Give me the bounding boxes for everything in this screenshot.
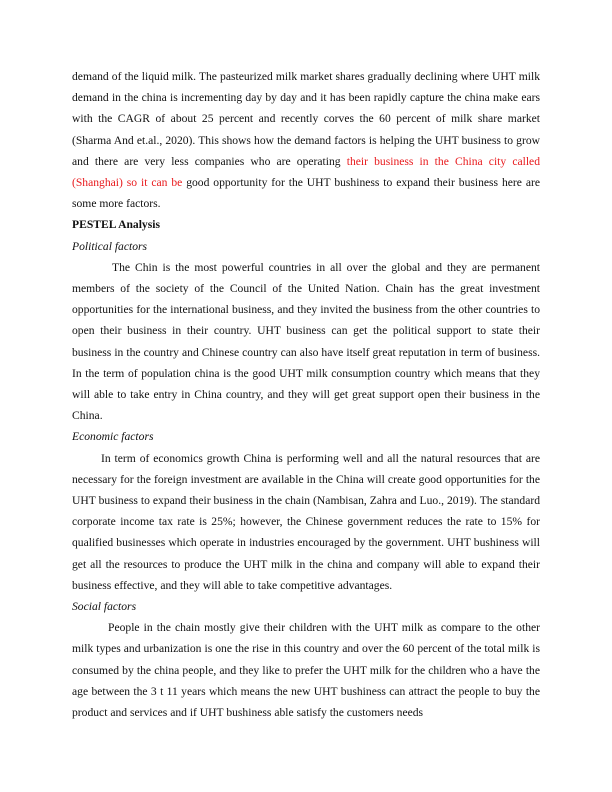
social-factors-heading: Social factors <box>72 600 137 614</box>
economic-factors-paragraph: In term of economics growth China is performing well and all the natural resources that are necessary for the foreign investment are available in the China will create good opportunities for the UHT business to expand their business in the chain (Nambisan, Zahra and Luo., 2019). The standard corporate income tax rate is 25%; however, the Chinese government reduces the rate to 15% for qualified businesses which operate in industries encouraged by the government. UHT bushiness will get all the resources to produce the UHT milk in the china and company will able to expand their business effective, and they will able to take competitive advantages. <box>72 451 540 592</box>
intro-paragraph <box>72 66 540 214</box>
political-factors-heading: Political factors <box>72 239 148 253</box>
pestel-heading: PESTEL Analysis <box>72 218 160 232</box>
intro-highlighted-text: their business in the China city called (Shanghai) so it can be <box>72 154 541 190</box>
economic-factors-heading: Economic factors <box>72 430 154 444</box>
intro-text-end: good opportunity for the UHT bushiness to expand their business here are some more factors. <box>72 176 540 211</box>
document-page <box>72 66 540 723</box>
social-factors-paragraph: People in the chain mostly give their children with the UHT milk as compare to the other milk types and urbanization is one the rise in this country and over the 60 percent of the total milk is consumed by the china people, and they like to prefer the UHT milk for the children who a have the age between the 3 t 11 years which means the new UHT bushiness can attract the people to buy the product and services and if UHT bushiness able satisfy the customers needs <box>72 621 540 720</box>
political-factors-paragraph: The Chin is the most powerful countries in all over the global and they are permanent members of the society of the Council of the United Nation. Chain has the great investment opportunities for the international business, and they invited the business from the other countries to open their business in their country. UHT business can get the political support to state their business in the country and Chinese country can also have itself great reputation in term of business. In the term of population china is the good UHT milk consumption country which means that they will able to take entry in China country, and they will get great support open their business in the China. <box>72 260 540 423</box>
intro-text-start: demand of the liquid milk. The pasteurized milk market shares gradually declining where UHT milk demand in the china is incrementing day by day and it has been rapidly capture the china make ears with the CAGR of about 25 percent and recently corves the 60 percent of milk share market (Sharma And et.al., 2020). This shows how the demand factors is helping the UHT business to grow and there are very less companies who are operating <box>72 70 540 168</box>
